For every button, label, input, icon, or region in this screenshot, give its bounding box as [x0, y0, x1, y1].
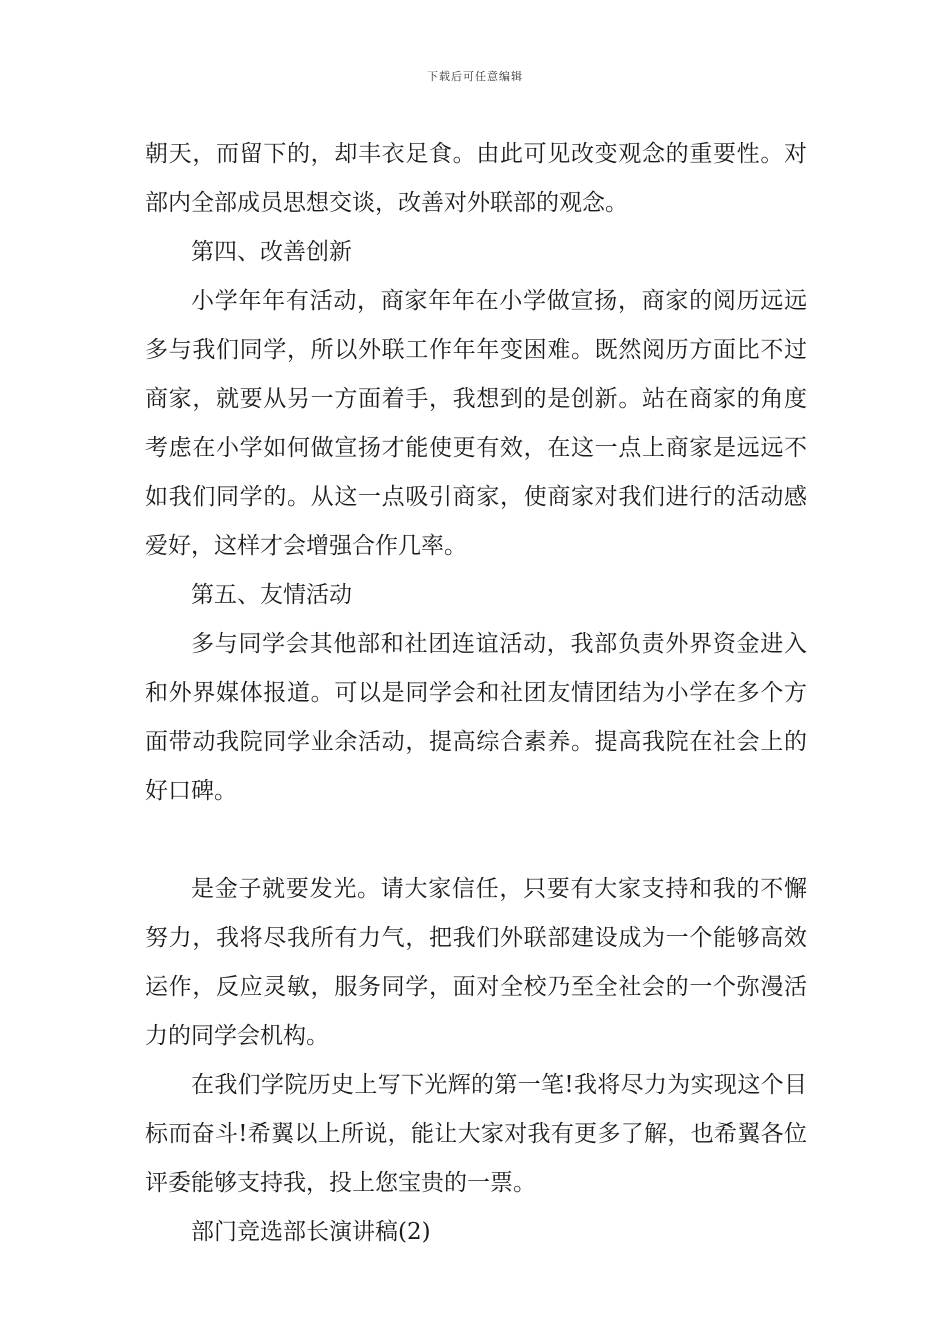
section-heading-innovation: 第四、改善创新	[191, 239, 352, 265]
paragraph-continuation: 朝天，而留下的，却丰衣足食。由此可见改变观念的重要性。对部内全部成员思想交谈，改善对外联部的观念。	[145, 141, 807, 216]
document-body	[145, 130, 807, 1257]
paragraph-closing: 在我们学院历史上写下光辉的第一笔!我将尽力为实现这个目标而奋斗!希翼以上所说，能让大家对我有更多了解，也希翼各位评委能够支持我，投上您宝贵的一票。	[145, 1072, 807, 1196]
paragraph-friendship: 多与同学会其他部和社团连谊活动，我部负责外界资金进入和外界媒体报道。可以是同学会和社团友情团结为小学在多个方面带动我院同学业余活动，提高综合素养。提高我院在社会上的好口碑。	[145, 631, 807, 804]
section-heading-friendship: 第五、友情活动	[191, 582, 352, 608]
paragraph-innovation: 小学年年有活动，商家年年在小学做宣扬，商家的阅历远远多与我们同学，所以外联工作年年变困难。既然阅历方面比不过商家，就要从另一方面着手，我想到的是创新。站在商家的角度考虑在小学如何做宣扬才能使更有效，在这一点上商家是远远不如我们同学的。从这一点吸引商家，使商家对我们进行的活动感爱好，这样才会增强合作几率。	[145, 288, 807, 559]
paragraph-commitment: 是金子就要发光。请大家信任，只要有大家支持和我的不懈努力，我将尽我所有力气，把我们外联部建设成为一个能够高效运作，反应灵敏，服务同学，面对全校乃至全社会的一个弥漫活力的同学会机构。	[145, 876, 807, 1049]
blank-line	[145, 816, 807, 865]
next-document-title: 部门竞选部长演讲稿(2)	[191, 1219, 431, 1245]
page-header-note: 下载后可任意编辑	[427, 70, 523, 83]
